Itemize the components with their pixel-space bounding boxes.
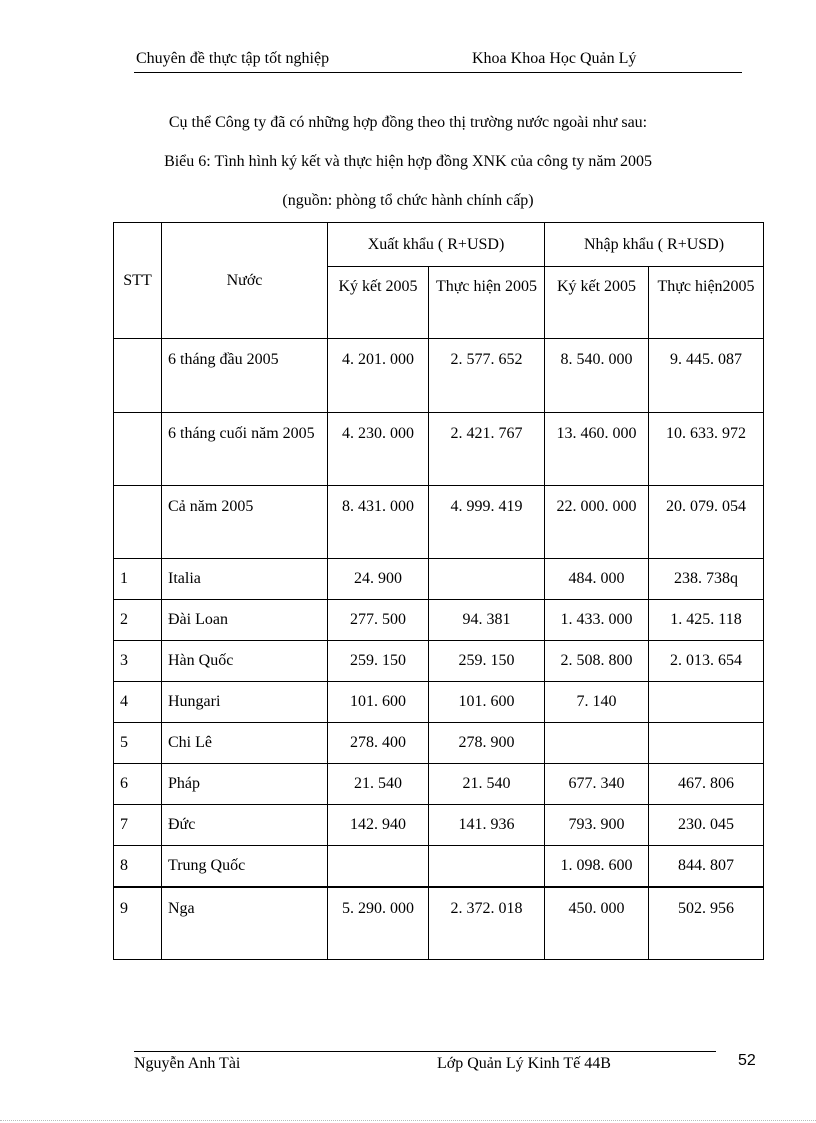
- table-row: [114, 682, 764, 723]
- header-import: Nhập khẩu ( R+USD): [545, 223, 764, 267]
- cell-export-done: 259. 150: [429, 641, 545, 682]
- footer-author: Nguyễn Anh Tài: [134, 1055, 241, 1072]
- cell-export-signed: 101. 600: [328, 682, 429, 723]
- cell-export-signed: 278. 400: [328, 723, 429, 764]
- cell-import-signed: 450. 000: [545, 887, 649, 960]
- cell-stt: 7: [114, 805, 162, 846]
- cell-export-signed: 142. 940: [328, 805, 429, 846]
- table-row: [114, 846, 764, 887]
- cell-export-done: 2. 421. 767: [429, 413, 545, 486]
- page-number: 52: [738, 1052, 756, 1069]
- cell-stt: 4: [114, 682, 162, 723]
- table-source: (nguồn: phòng tổ chức hành chính cấp): [282, 192, 534, 209]
- cell-export-signed: 277. 500: [328, 600, 429, 641]
- table-row: [114, 339, 764, 413]
- cell-country: Italia: [162, 559, 328, 600]
- cell-export-signed: 4. 230. 000: [328, 413, 429, 486]
- cell-export-signed: 21. 540: [328, 764, 429, 805]
- cell-export-signed: [328, 846, 429, 887]
- cell-stt: 2: [114, 600, 162, 641]
- cell-import-done: 238. 738q: [649, 559, 764, 600]
- cell-stt: [114, 413, 162, 486]
- footer-divider: [134, 1051, 716, 1052]
- cell-country: Đức: [162, 805, 328, 846]
- cell-import-done: 10. 633. 972: [649, 413, 764, 486]
- cell-import-done: 20. 079. 054: [649, 486, 764, 559]
- cell-import-signed: [545, 723, 649, 764]
- cell-import-done: 2. 013. 654: [649, 641, 764, 682]
- table-row: [114, 486, 764, 559]
- cell-stt: [114, 486, 162, 559]
- cell-export-done: 94. 381: [429, 600, 545, 641]
- table-row: [114, 413, 764, 486]
- cell-country: Hàn Quốc: [162, 641, 328, 682]
- cell-export-signed: 4. 201. 000: [328, 339, 429, 413]
- cell-import-signed: 793. 900: [545, 805, 649, 846]
- table-caption: Biểu 6: Tình hình ký kết và thực hiện hợp đồng XNK của công ty năm 2005: [164, 153, 652, 170]
- cell-import-signed: 484. 000: [545, 559, 649, 600]
- table-row: [114, 764, 764, 805]
- cell-stt: 3: [114, 641, 162, 682]
- header-import-signed: Ký kết 2005: [545, 267, 649, 339]
- cell-export-signed: 24. 900: [328, 559, 429, 600]
- cell-export-done: 2. 577. 652: [429, 339, 545, 413]
- table-row: [114, 559, 764, 600]
- header-export-signed: Ký kết 2005: [328, 267, 429, 339]
- header-import-done: Thực hiện2005: [649, 267, 764, 339]
- cell-import-done: 230. 045: [649, 805, 764, 846]
- cell-country: Đài Loan: [162, 600, 328, 641]
- header-right: Khoa Khoa Học Quản Lý: [472, 50, 637, 67]
- cell-import-signed: 22. 000. 000: [545, 486, 649, 559]
- cell-stt: 9: [114, 887, 162, 960]
- cell-country: 6 tháng đầu 2005: [162, 339, 328, 413]
- cell-import-signed: 1. 098. 600: [545, 846, 649, 887]
- cell-export-done: 141. 936: [429, 805, 545, 846]
- cell-export-done: 278. 900: [429, 723, 545, 764]
- table-row: [114, 805, 764, 846]
- cell-import-signed: 13. 460. 000: [545, 413, 649, 486]
- cell-country: Nga: [162, 887, 328, 960]
- footer-class: Lớp Quản Lý Kinh Tế 44B: [437, 1055, 611, 1072]
- cell-country: Chi Lê: [162, 723, 328, 764]
- cell-export-signed: 5. 290. 000: [328, 887, 429, 960]
- intro-text: Cụ thể Công ty đã có những hợp đồng theo thị trường nước ngoài như sau:: [168, 114, 648, 131]
- cell-stt: 1: [114, 559, 162, 600]
- cell-export-done: 101. 600: [429, 682, 545, 723]
- table-row: [114, 600, 764, 641]
- cell-import-done: [649, 723, 764, 764]
- cell-export-done: 4. 999. 419: [429, 486, 545, 559]
- table-row: [114, 723, 764, 764]
- header-export-done: Thực hiện 2005: [429, 267, 545, 339]
- cell-stt: 5: [114, 723, 162, 764]
- cell-country: Pháp: [162, 764, 328, 805]
- cell-import-done: 9. 445. 087: [649, 339, 764, 413]
- cell-export-done: 2. 372. 018: [429, 887, 545, 960]
- table-row: [114, 887, 764, 960]
- cell-import-signed: 8. 540. 000: [545, 339, 649, 413]
- cell-import-done: 467. 806: [649, 764, 764, 805]
- cell-stt: 6: [114, 764, 162, 805]
- cell-export-signed: 259. 150: [328, 641, 429, 682]
- cell-country: Cả năm 2005: [162, 486, 328, 559]
- cell-country: Trung Quốc: [162, 846, 328, 887]
- cell-country: Hungari: [162, 682, 328, 723]
- page-header: [134, 50, 742, 73]
- cell-stt: [114, 339, 162, 413]
- cell-import-signed: 2. 508. 800: [545, 641, 649, 682]
- cell-import-done: 1. 425. 118: [649, 600, 764, 641]
- cell-import-signed: 7. 140: [545, 682, 649, 723]
- page-bottom-edge: [0, 1120, 816, 1121]
- header-export: Xuất khẩu ( R+USD): [328, 223, 545, 267]
- cell-import-signed: 1. 433. 000: [545, 600, 649, 641]
- cell-export-signed: 8. 431. 000: [328, 486, 429, 559]
- cell-import-done: [649, 682, 764, 723]
- cell-export-done: 21. 540: [429, 764, 545, 805]
- header-stt: STT: [114, 223, 162, 339]
- cell-import-signed: 677. 340: [545, 764, 649, 805]
- cell-export-done: [429, 846, 545, 887]
- cell-export-done: [429, 559, 545, 600]
- cell-import-done: 502. 956: [649, 887, 764, 960]
- cell-country: 6 tháng cuối năm 2005: [162, 413, 328, 486]
- table-row: [114, 641, 764, 682]
- contract-table: [113, 222, 764, 960]
- header-left: Chuyên đề thực tập tốt nghiệp: [136, 50, 330, 67]
- cell-stt: 8: [114, 846, 162, 887]
- cell-import-done: 844. 807: [649, 846, 764, 887]
- header-country: Nước: [162, 223, 328, 339]
